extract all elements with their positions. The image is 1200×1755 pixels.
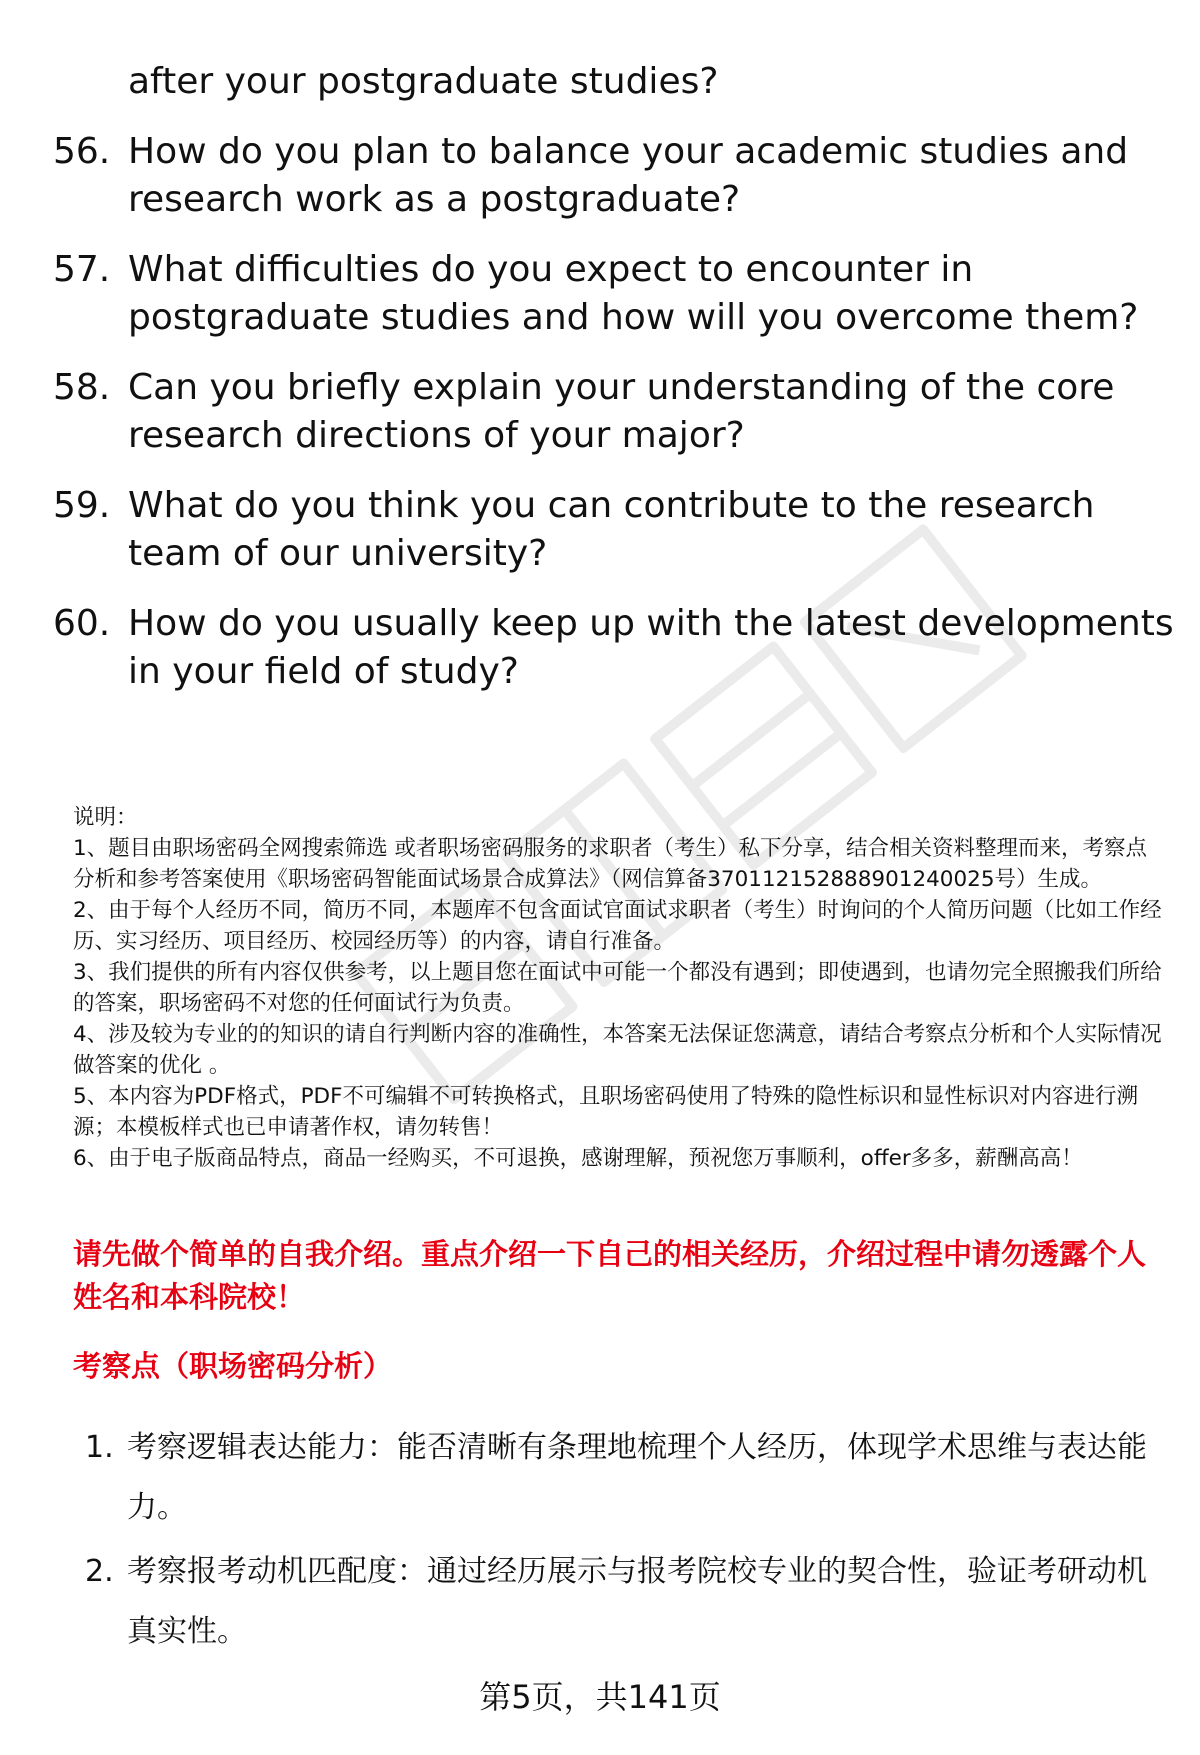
question-text: Can you briefly explain your understanding of the core research directions of your major? — [128, 367, 1115, 456]
point-text: 考察逻辑表达能力：能否清晰有条理地梳理个人经历，体现学术思维与表达能力。 — [127, 1430, 1147, 1525]
page-footer: 第5页，共141页 — [479, 1678, 721, 1716]
note-line: 1、题目由职场密码全网搜索筛选 或者职场密码服务的求职者（考生）私下分享，结合相关资料整理而来，考察点分析和参考答案使用《职场密码智能面试场景合成算法》（网信算备370112152888901240025号）生成。 — [73, 836, 1148, 892]
question-text: What difficulties do you expect to encounter in postgraduate studies and how will you overcome them? — [128, 249, 1139, 338]
note-line: 2、由于每个人经历不同，简历不同，本题库不包含面试官面试求职者（考生）时询问的个人简历问题（比如工作经历、实习经历、项目经历、校园经历等）的内容，请自行准备。 — [73, 898, 1162, 954]
question-text: How do you plan to balance your academic studies and research work as a postgraduate? — [128, 131, 1129, 220]
point-text: 考察报考动机匹配度：通过经历展示与报考院校专业的契合性，验证考研动机真实性。 — [127, 1554, 1147, 1649]
notes-title: 说明： — [73, 805, 138, 830]
question-text: What do you think you can contribute to the research team of our university? — [128, 485, 1095, 574]
question-number: 58. — [53, 367, 111, 408]
question-number: 57. — [53, 249, 111, 290]
notes-section — [73, 802, 1163, 1174]
interview-prompt: 请先做个简单的自我介绍。重点介绍一下自己的相关经历，介绍过程中请勿透露个人姓名和本科院校！ — [73, 1237, 1147, 1314]
question-number: 56. — [53, 131, 111, 172]
question-text: How do you usually keep up with the latest developments in your field of study? — [128, 603, 1174, 692]
note-line: 5、本内容为PDF格式，PDF不可编辑不可转换格式，且职场密码使用了特殊的隐性标识和显性标识对内容进行溯源；本模板样式也已申请著作权，请勿转售！ — [73, 1084, 1138, 1140]
question-number: 59. — [53, 485, 111, 526]
point-number: 2. — [85, 1554, 114, 1589]
question-55-continuation: after your postgraduate studies? — [128, 61, 719, 102]
note-line: 3、我们提供的所有内容仅供参考，以上题目您在面试中可能一个都没有遇到；即使遇到，也请勿完全照搬我们所给的答案，职场密码不对您的任何面试行为负责。 — [73, 960, 1162, 1016]
question-number: 60. — [53, 603, 111, 644]
analysis-heading: 考察点（职场密码分析） — [73, 1349, 393, 1383]
point-number: 1. — [85, 1430, 114, 1465]
note-line: 4、涉及较为专业的的知识的请自行判断内容的准确性，本答案无法保证您满意，请结合考察点分析和个人实际情况做答案的优化 。 — [73, 1022, 1162, 1078]
note-line: 6、由于电子版商品特点，商品一经购买，不可退换，感谢理解，预祝您万事顺利，offer多多，薪酬高高！ — [73, 1146, 1083, 1171]
